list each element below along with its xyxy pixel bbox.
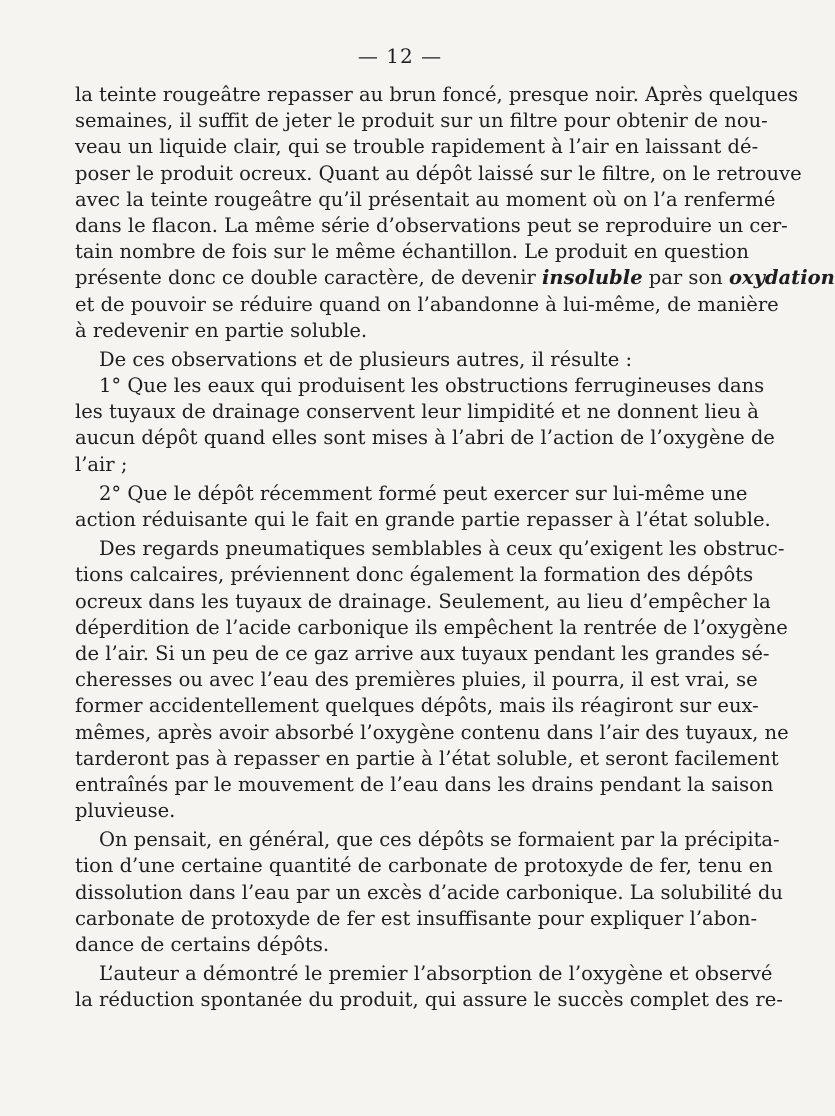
- paragraph-5: [75, 536, 789, 824]
- text-line: entraînés par le mouvement de l’eau dans les drains pendant la saison: [75, 772, 774, 796]
- paragraph-7: [75, 961, 783, 1013]
- paragraph-1: [75, 82, 835, 344]
- page-number: — 12 —: [357, 44, 443, 68]
- text-line: dans le flacon. La même série d’observations peut se reproduire un cer-: [75, 213, 788, 237]
- text-fragment: par son: [642, 266, 729, 290]
- text-line: mêmes, après avoir absorbé l’oxygène contenu dans l’air des tuyaux, ne: [75, 720, 789, 744]
- text-line: pluvieuse.: [75, 799, 176, 823]
- text-line: De ces observations et de plusieurs autres, il résulte :: [99, 347, 633, 371]
- text-line: L’auteur a démontré le premier l’absorption de l’oxygène et observé: [99, 962, 773, 986]
- text-line: On pensait, en général, que ces dépôts se formaient par la précipita-: [99, 828, 780, 852]
- text-line: l’air ;: [75, 452, 128, 476]
- text-line: veau un liquide clair, qui se trouble rapidement à l’air en laissant dé-: [75, 135, 759, 159]
- text-line: action réduisante qui le fait en grande partie repasser à l’état soluble.: [75, 508, 771, 531]
- text-line-with-emphasis: [75, 265, 835, 291]
- text-line: cheresses ou avec l’eau des premières pluies, il pourra, il est vrai, se: [75, 668, 758, 692]
- text-line: tion d’une certaine quantité de carbonate de protoxyde de fer, tenu en: [75, 854, 773, 878]
- text-line: déperdition de l’acide carbonique ils empêchent la rentrée de l’oxygène: [75, 615, 788, 639]
- text-line: dance de certains dépôts.: [75, 933, 330, 956]
- paragraph-2: [75, 347, 725, 373]
- text-line: ocreux dans les tuyaux de drainage. Seulement, au lieu d’empêcher la: [75, 589, 771, 613]
- text-line: semaines, il suffit de jeter le produit sur un filtre pour obtenir de nou-: [75, 109, 768, 133]
- emphasis-oxydation: oxydation: [728, 266, 835, 290]
- paragraph-3: [75, 373, 775, 478]
- emphasis-insoluble: insoluble: [542, 266, 643, 290]
- text-line: dissolution dans l’eau par un excès d’acide carbonique. La solubilité du: [75, 880, 783, 904]
- text-line: carbonate de protoxyde de fer est insuffisante pour expliquer l’abon-: [75, 906, 758, 930]
- text-line: aucun dépôt quand elles sont mises à l’abri de l’action de l’oxygène de: [75, 426, 775, 450]
- text-line: 2° Que le dépôt récemment formé peut exercer sur lui-même une: [99, 481, 748, 505]
- text-line: 1° Que les eaux qui produisent les obstructions ferrugineuses dans: [99, 374, 765, 398]
- text-line: Des regards pneumatiques semblables à ceux qu’exigent les obstruc-: [99, 537, 785, 561]
- text-line: former accidentellement quelques dépôts, mais ils réagiront sur eux-: [75, 694, 759, 718]
- text-line: tain nombre de fois sur le même échantillon. Le produit en question: [75, 240, 749, 264]
- text-line: de l’air. Si un peu de ce gaz arrive aux tuyaux pendant les grandes sé-: [75, 641, 770, 665]
- body-text: [75, 82, 835, 1014]
- text-line: la teinte rougeâtre repasser au brun foncé, presque noir. Après quelques: [75, 83, 799, 106]
- text-line: poser le produit ocreux. Quant au dépôt laissé sur le filtre, on le retrouve: [75, 161, 802, 185]
- text-line: tarderont pas à repasser en partie à l’état soluble, et seront facilement: [75, 746, 779, 770]
- text-line: la réduction spontanée du produit, qui assure le succès complet des re-: [75, 988, 783, 1012]
- paragraph-6: [75, 827, 783, 958]
- text-fragment: présente donc ce double caractère, de devenir: [75, 266, 542, 290]
- text-line: tions calcaires, préviennent donc également la formation des dépôts: [75, 563, 754, 587]
- text-line: avec la teinte rougeâtre qu’il présentait au moment où on l’a renfermé: [75, 187, 776, 211]
- text-line: à redevenir en partie soluble.: [75, 318, 368, 342]
- text-line: et de pouvoir se réduire quand on l’abandonne à lui-même, de manière: [75, 292, 779, 316]
- paragraph-4: [75, 481, 771, 533]
- text-line: les tuyaux de drainage conservent leur limpidité et ne donnent lieu à: [75, 400, 759, 424]
